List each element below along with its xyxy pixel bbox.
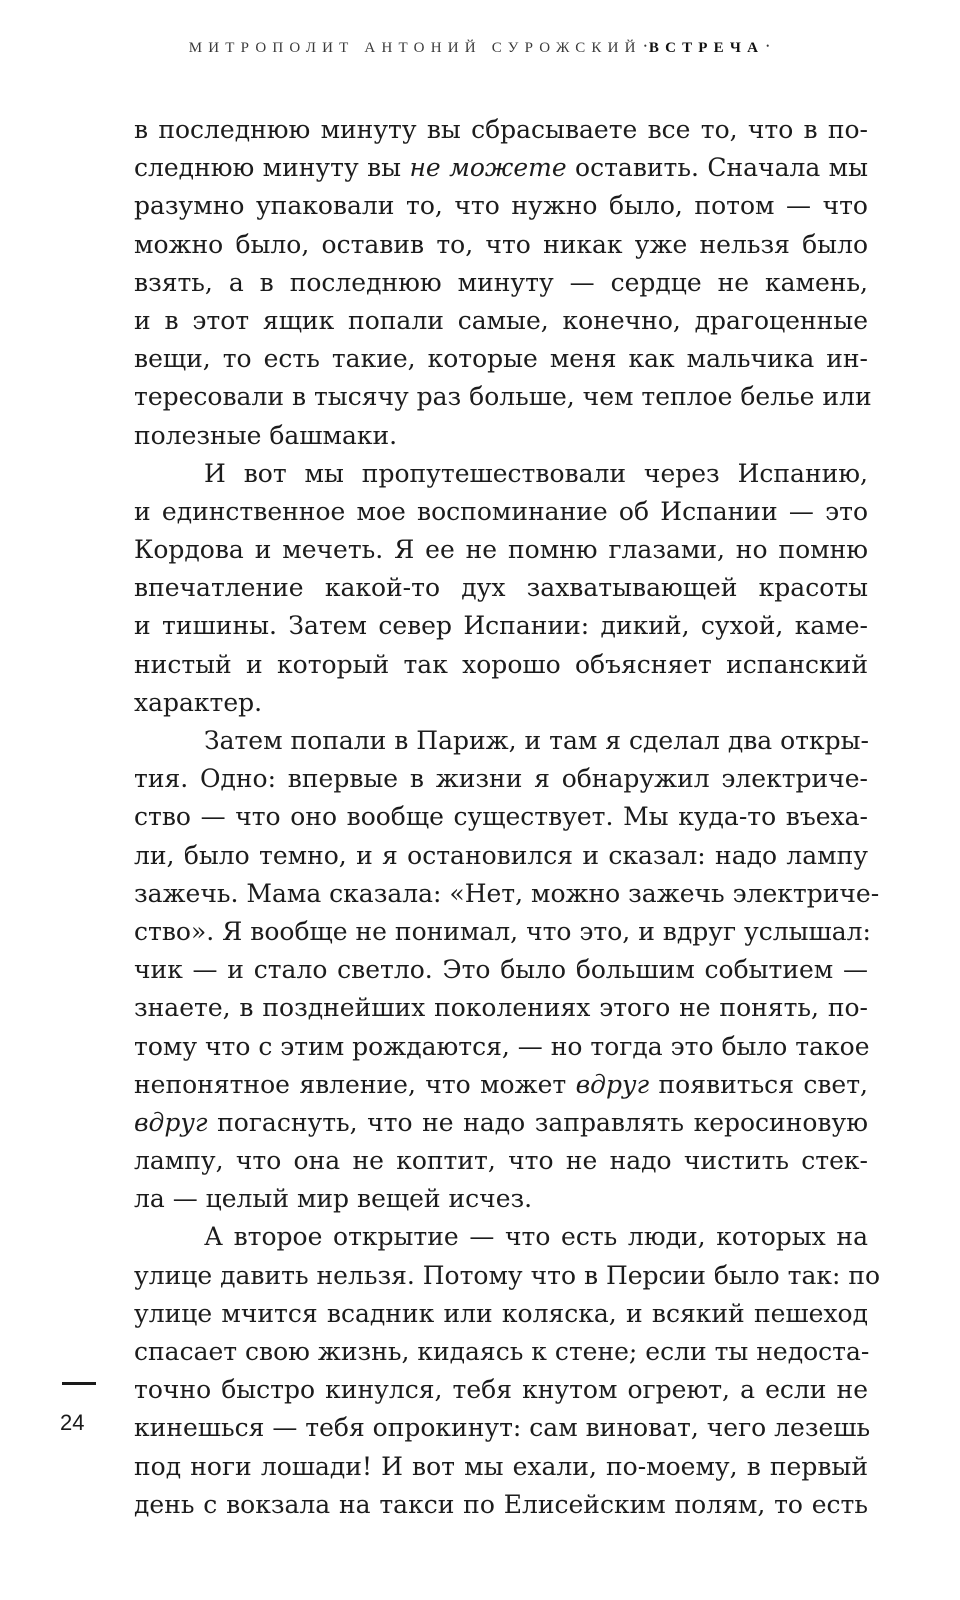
- text-line: под ноги лошади! И вот мы ехали, по-моему, в первый: [134, 1451, 868, 1481]
- text-line: ли, было темно, и я остановился и сказал: надо лампу: [134, 840, 868, 870]
- text-line: А второе открытие — что есть люди, которых на: [204, 1222, 868, 1252]
- text-segment: следнюю минуту вы: [134, 153, 410, 183]
- text-line: взять, а в последнюю минуту — сердце не камень,: [134, 267, 868, 297]
- body-text: [134, 111, 881, 1524]
- text-line: точно быстро кинулся, тебя кнутом огреют, а если не: [134, 1375, 868, 1405]
- text-line: и в этот ящик попали самые, конечно, драгоценные: [134, 305, 868, 335]
- text-line: тересовали в тысячу раз больше, чем теплое белье или: [134, 382, 872, 412]
- text-segment: погаснуть, что не надо заправлять керосиновую: [207, 1107, 868, 1137]
- text-line: ство — что оно вообще существует. Мы куда-то въеха-: [134, 802, 868, 832]
- text-line: [134, 1066, 868, 1104]
- italic-emphasis: вдруг: [134, 1107, 208, 1137]
- text-line: [134, 1104, 868, 1142]
- text-line: чик — и стало светло. Это было большим событием —: [134, 955, 868, 985]
- text-line: Кордова и мечеть. Я ее не помню глазами, но помню: [134, 535, 868, 565]
- header-separator-end: •: [766, 41, 770, 51]
- text-line: зажечь. Мама сказала: «Нет, можно зажечь электриче-: [134, 878, 880, 908]
- text-line: лампу, что она не коптит, что не надо чистить стек-: [134, 1146, 868, 1176]
- margin-rule: [62, 1382, 96, 1385]
- text-line: впечатление какой-то дух захватывающей красоты: [134, 573, 868, 603]
- header-separator: •: [643, 41, 647, 51]
- text-line: и тишины. Затем север Испании: дикий, сухой, каме-: [134, 611, 868, 641]
- text-line: нистый и который так хорошо объясняет испанский: [134, 649, 868, 679]
- text-line: полезные башмаки.: [134, 420, 398, 450]
- text-line: ство». Я вообще не понимал, что это, и вдруг услышал:: [134, 916, 871, 946]
- header-author: МИТРОПОЛИТ АНТОНИЙ СУРОЖСКИЙ: [188, 40, 642, 56]
- text-line: улице давить нельзя. Потому что в Персии было так: по: [134, 1260, 881, 1290]
- text-line: тому что с этим рождаются, — но тогда это было такое: [134, 1031, 870, 1061]
- header-title: ВСТРЕЧА: [648, 40, 765, 56]
- text-line: И вот мы пропутешествовали через Испанию,: [204, 458, 868, 488]
- text-line: тия. Одно: впервые в жизни я обнаружил электриче-: [134, 764, 868, 794]
- text-line: характер.: [134, 687, 263, 717]
- paragraph: [134, 722, 880, 1218]
- text-segment: оставить. Сначала мы: [566, 153, 868, 183]
- italic-emphasis: вдруг: [575, 1069, 650, 1099]
- paragraph: [134, 111, 872, 455]
- running-header: [0, 40, 960, 57]
- text-segment: появиться свет,: [649, 1069, 868, 1099]
- text-line: вещи, то есть такие, которые меня как мальчика ин-: [134, 344, 868, 374]
- text-segment: непонятное явление, что может: [134, 1069, 576, 1099]
- page-number: 24: [60, 1410, 85, 1435]
- text-line: день с вокзала на такси по Елисейским полям, то есть: [134, 1489, 868, 1519]
- text-line: ла — целый мир вещей исчез.: [134, 1184, 533, 1214]
- text-line: [134, 149, 868, 187]
- text-line: спасает свою жизнь, кидаясь к стене; если ты недоста-: [134, 1337, 870, 1366]
- text-line: знаете, в позднейших поколениях этого не понять, по-: [134, 993, 868, 1023]
- text-line: улице мчится всадник или коляска, и всякий пешеход: [134, 1298, 868, 1328]
- text-line: кинешься — тебя опрокинут: сам виноват, чего лезешь: [134, 1413, 871, 1443]
- paragraph: [134, 455, 868, 722]
- text-line: и единственное мое воспоминание об Испании — это: [134, 496, 868, 526]
- paragraph: [134, 1218, 881, 1524]
- text-line: в последнюю минуту вы сбрасываете все то, что в по-: [134, 115, 868, 144]
- text-line: можно было, оставив то, что никак уже нельзя было: [134, 229, 868, 259]
- text-line: разумно упаковали то, что нужно было, потом — что: [134, 191, 868, 221]
- text-line: Затем попали в Париж, и там я сделал два откры-: [204, 726, 869, 755]
- italic-emphasis: не можете: [409, 153, 567, 183]
